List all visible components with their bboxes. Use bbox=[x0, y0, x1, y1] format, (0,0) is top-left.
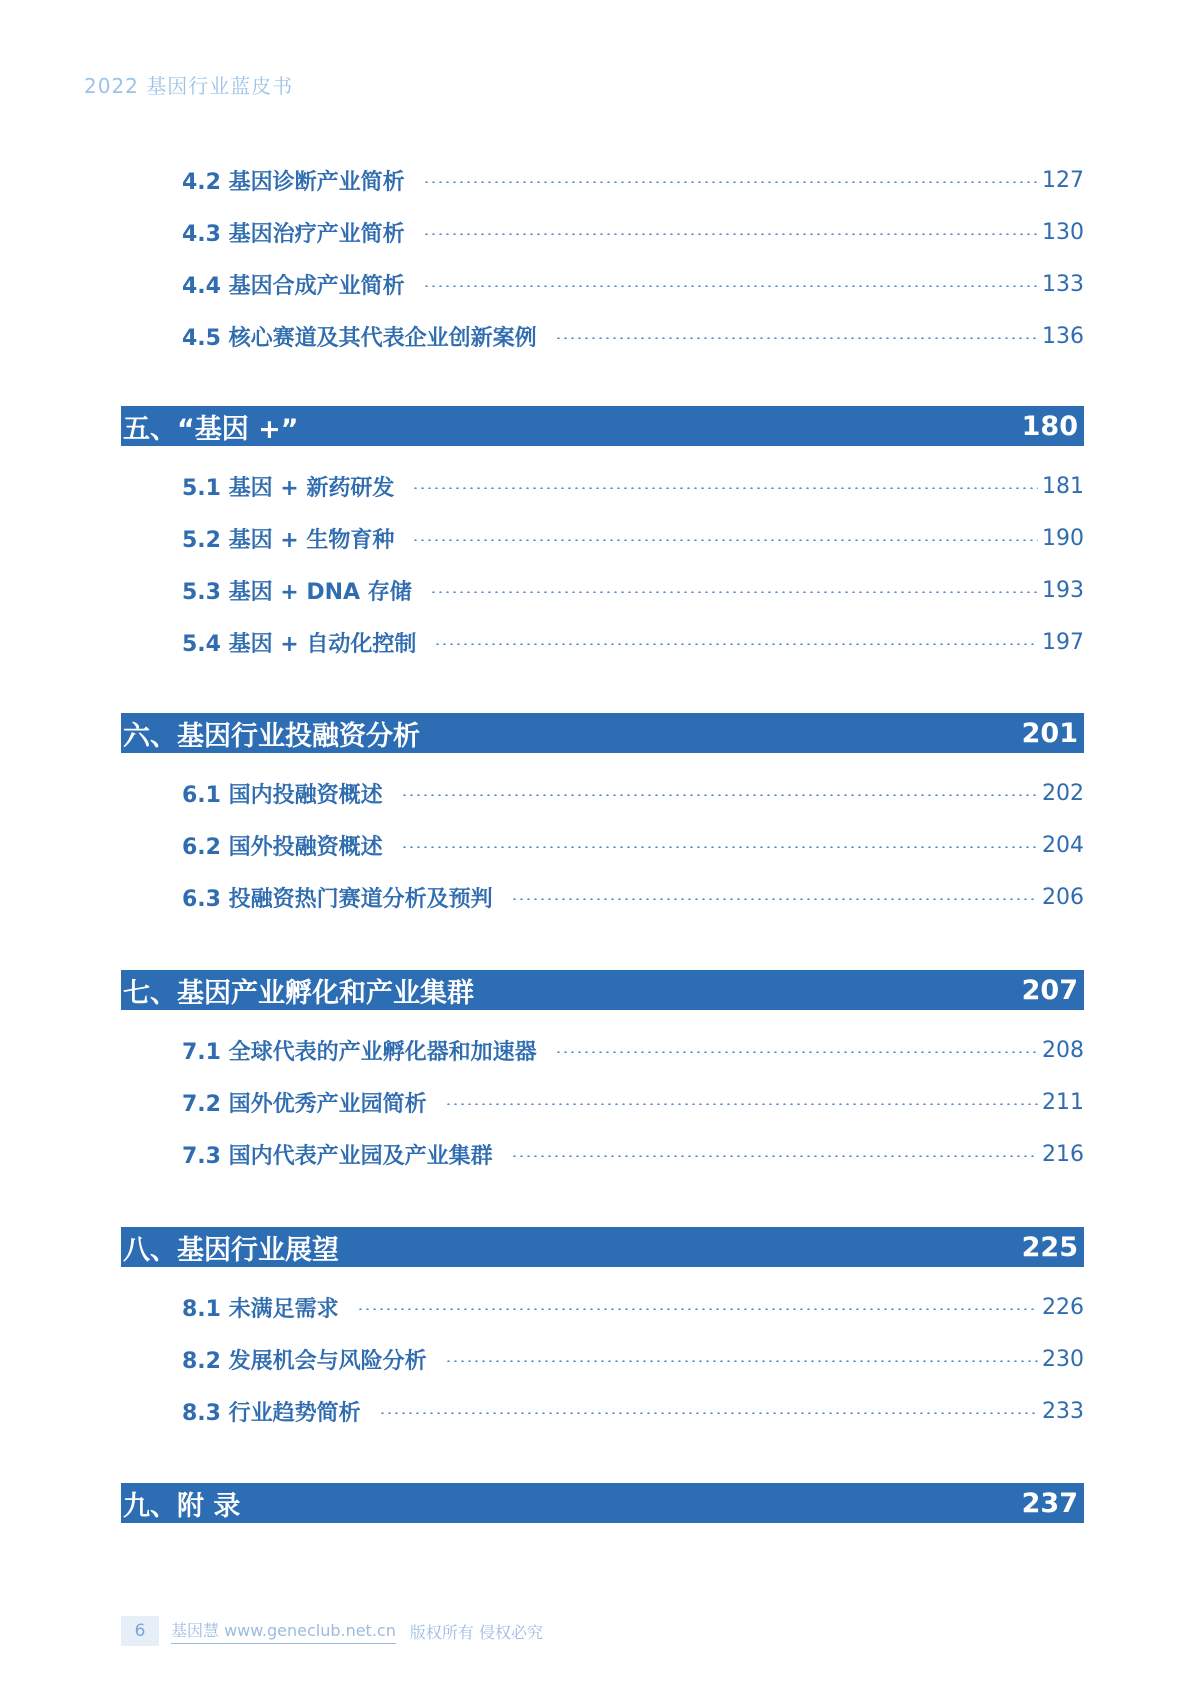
toc-entry[interactable] bbox=[182, 214, 1084, 250]
toc-entry[interactable] bbox=[182, 879, 1084, 915]
toc-entry-label: 5.3 基因 + DNA 存储 bbox=[182, 579, 412, 605]
toc-entry-label: 7.2 国外优秀产业园简析 bbox=[182, 1091, 427, 1117]
dot-leader bbox=[412, 539, 1038, 541]
toc-entry-label: 6.1 国内投融资概述 bbox=[182, 782, 383, 808]
dot-leader bbox=[401, 794, 1038, 796]
toc-section-header[interactable] bbox=[121, 713, 1084, 753]
section-title: 五、“基因 +” bbox=[123, 413, 299, 445]
section-title: 七、基因产业孵化和产业集群 bbox=[123, 977, 474, 1009]
dot-leader bbox=[423, 233, 1038, 235]
dot-leader bbox=[401, 846, 1038, 848]
toc-entry-page: 208 bbox=[1042, 1037, 1084, 1063]
toc-entry-page: 181 bbox=[1042, 473, 1084, 499]
dot-leader bbox=[434, 643, 1038, 645]
dot-leader bbox=[445, 1103, 1038, 1105]
toc-section-header[interactable] bbox=[121, 406, 1084, 446]
toc-entry-page: 130 bbox=[1042, 219, 1084, 245]
toc-entry-page: 193 bbox=[1042, 577, 1084, 603]
toc-entry-label: 4.2 基因诊断产业简析 bbox=[182, 169, 405, 195]
section-page: 237 bbox=[1021, 1487, 1078, 1519]
toc-entry[interactable] bbox=[182, 1084, 1084, 1120]
toc-entry[interactable] bbox=[182, 266, 1084, 302]
section-page: 207 bbox=[1021, 974, 1078, 1006]
toc-entry-label: 8.1 未满足需求 bbox=[182, 1296, 339, 1322]
dot-leader bbox=[511, 898, 1038, 900]
toc-entry-label: 5.4 基因 + 自动化控制 bbox=[182, 631, 417, 657]
dot-leader bbox=[430, 591, 1038, 593]
dot-leader bbox=[423, 285, 1038, 287]
page-number-badge: 6 bbox=[121, 1616, 159, 1646]
section-page: 201 bbox=[1021, 717, 1078, 749]
toc-entry[interactable] bbox=[182, 520, 1084, 556]
toc-entry-page: 206 bbox=[1042, 884, 1084, 910]
toc-entry-page: 127 bbox=[1042, 167, 1084, 193]
toc-entry-page: 233 bbox=[1042, 1398, 1084, 1424]
toc-entry-page: 230 bbox=[1042, 1346, 1084, 1372]
toc-entry[interactable] bbox=[182, 1341, 1084, 1377]
toc-section-header[interactable] bbox=[121, 970, 1084, 1010]
toc-entry-label: 5.1 基因 + 新药研发 bbox=[182, 475, 395, 501]
toc-entry-label: 4.4 基因合成产业简析 bbox=[182, 273, 405, 299]
page-footer bbox=[121, 1616, 543, 1646]
dot-leader bbox=[555, 1051, 1038, 1053]
dot-leader bbox=[379, 1412, 1038, 1414]
toc-entry-label: 6.3 投融资热门赛道分析及预判 bbox=[182, 886, 493, 912]
toc-entry-page: 136 bbox=[1042, 323, 1084, 349]
footer-rights: 版权所有 侵权必究 bbox=[409, 1622, 543, 1642]
toc-entry[interactable] bbox=[182, 1136, 1084, 1172]
section-title: 六、基因行业投融资分析 bbox=[123, 720, 420, 752]
toc-entry-label: 7.1 全球代表的产业孵化器和加速器 bbox=[182, 1039, 537, 1065]
dot-leader bbox=[555, 337, 1038, 339]
toc-entry-page: 197 bbox=[1042, 629, 1084, 655]
toc-entry[interactable] bbox=[182, 162, 1084, 198]
dot-leader bbox=[423, 181, 1038, 183]
toc-entry-label: 6.2 国外投融资概述 bbox=[182, 834, 383, 860]
toc-entry[interactable] bbox=[182, 468, 1084, 504]
toc-entry-page: 133 bbox=[1042, 271, 1084, 297]
section-title: 八、基因行业展望 bbox=[123, 1234, 339, 1266]
toc-entry-page: 216 bbox=[1042, 1141, 1084, 1167]
toc-entry[interactable] bbox=[182, 1032, 1084, 1068]
toc-entry-label: 4.3 基因治疗产业简析 bbox=[182, 221, 405, 247]
toc-entry[interactable] bbox=[182, 1289, 1084, 1325]
dot-leader bbox=[511, 1155, 1038, 1157]
document-header-title: 2022 基因行业蓝皮书 bbox=[84, 74, 294, 98]
section-page: 225 bbox=[1021, 1231, 1078, 1263]
toc-entry-page: 211 bbox=[1042, 1089, 1084, 1115]
toc-entry-page: 190 bbox=[1042, 525, 1084, 551]
toc-entry-label: 7.3 国内代表产业园及产业集群 bbox=[182, 1143, 493, 1169]
toc-entry-label: 8.3 行业趋势简析 bbox=[182, 1400, 361, 1426]
section-title: 九、附 录 bbox=[123, 1490, 241, 1522]
toc-entry-label: 5.2 基因 + 生物育种 bbox=[182, 527, 395, 553]
section-page: 180 bbox=[1021, 410, 1078, 442]
footer-site-link[interactable]: 基因慧 www.geneclub.net.cn bbox=[171, 1618, 396, 1644]
toc-entry-page: 202 bbox=[1042, 780, 1084, 806]
toc-entry-label: 8.2 发展机会与风险分析 bbox=[182, 1348, 427, 1374]
dot-leader bbox=[445, 1360, 1038, 1362]
toc-entry-page: 204 bbox=[1042, 832, 1084, 858]
toc-section-header[interactable] bbox=[121, 1227, 1084, 1267]
toc-entry-page: 226 bbox=[1042, 1294, 1084, 1320]
toc-entry-label: 4.5 核心赛道及其代表企业创新案例 bbox=[182, 325, 537, 351]
dot-leader bbox=[357, 1308, 1038, 1310]
toc-entry[interactable] bbox=[182, 572, 1084, 608]
toc-section-header[interactable] bbox=[121, 1483, 1084, 1523]
toc-entry[interactable] bbox=[182, 775, 1084, 811]
toc-entry[interactable] bbox=[182, 624, 1084, 660]
toc-entry[interactable] bbox=[182, 1393, 1084, 1429]
toc-entry[interactable] bbox=[182, 318, 1084, 354]
toc-entry[interactable] bbox=[182, 827, 1084, 863]
dot-leader bbox=[412, 487, 1038, 489]
